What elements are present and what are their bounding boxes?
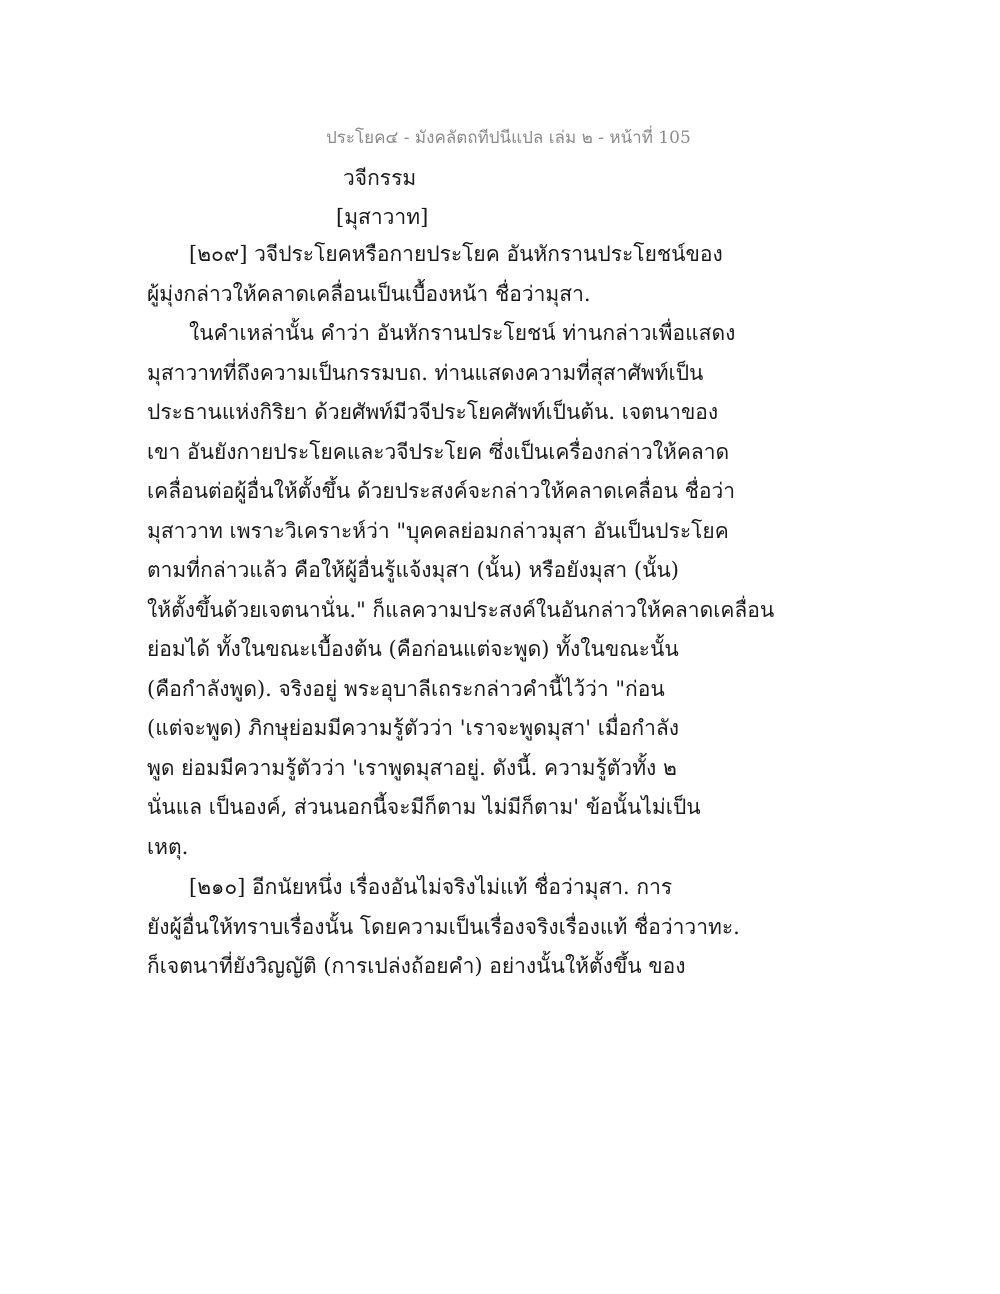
body-line: ก็เจตนาที่ยังวิญญัติ (การเปล่งถ้อยคำ) อย่างนั้นให้ตั้งขึ้น ของ <box>147 954 686 978</box>
section-heading: วจีกรรม <box>343 166 417 190</box>
body-line: [๒๐๙] วจีประโยคหรือกายประโยค อันหักรานประโยชน์ของ <box>189 242 723 266</box>
body-line: ตามที่กล่าวแล้ว คือให้ผู้อื่นรู้แจ้งมุสา (นั้น) หรือยังมุสา (นั้น) <box>147 558 679 582</box>
body-line: (แต่จะพูด) ภิกษุย่อมมีความรู้ตัวว่า 'เราจะพูดมุสา' เมื่อกำลัง <box>147 716 679 740</box>
body-line: มุสาวาทที่ถึงความเป็นกรรมบถ. ท่านแสดงความที่สุสาศัพท์เป็น <box>147 361 704 385</box>
body-line: ประธานแห่งกิริยา ด้วยศัพท์มีวจีประโยคศัพท์เป็นต้น. เจตนาของ <box>147 400 719 424</box>
body-line: ผู้มุ่งกล่าวให้คลาดเคลื่อนเป็นเบื้องหน้า ชื่อว่ามุสา. <box>147 282 591 306</box>
body-line: พูด ย่อมมีความรู้ตัวว่า 'เราพูดมุสาอยู่. ดังนี้. ความรู้ตัวทั้ง ๒ <box>147 756 677 780</box>
body-line: เคลื่อนต่อผู้อื่นให้ตั้งขึ้น ด้วยประสงค์จะกล่าวให้คลาดเคลื่อน ชื่อว่า <box>147 479 736 503</box>
body-line: ยังผู้อื่นให้ทราบเรื่องนั้น โดยความเป็นเรื่องจริงเรื่องแท้ ชื่อว่าวาทะ. <box>147 915 740 939</box>
body-line: ย่อมได้ ทั้งในขณะเบื้องต้น (คือก่อนแต่จะพูด) ทั้งในขณะนั้น <box>147 637 679 661</box>
body-line: นั่นแล เป็นองค์, ส่วนนอกนี้จะมีก็ตาม ไม่มีก็ตาม' ข้อนั้นไม่เป็น <box>147 795 701 819</box>
body-line: ให้ตั้งขึ้นด้วยเจตนานั่น." ก็แลความประสงค์ในอันกล่าวให้คลาดเคลื่อน <box>147 598 775 622</box>
body-line: เหตุ. <box>147 835 189 859</box>
body-line: (คือกำลังพูด). จริงอยู่ พระอุบาลีเถระกล่าวคำนี้ไว้ว่า "ก่อน <box>147 677 665 701</box>
body-line: เขา อันยังกายประโยคและวจีประโยค ซึ่งเป็นเครื่องกล่าวให้คลาด <box>147 440 730 464</box>
body-line: มุสาวาท เพราะวิเคราะห์ว่า "บุคคลย่อมกล่าวมุสา อันเป็นประโยค <box>147 519 729 543</box>
page-header: ประโยค๔ - มังคลัตถทีปนีแปล เล่ม ๒ - หน้าที่ 105 <box>326 128 691 148</box>
body-line: ในคำเหล่านั้น คำว่า อันหักรานประโยชน์ ท่านกล่าวเพื่อแสดง <box>189 321 736 345</box>
body-line: [๒๑๐] อีกนัยหนึ่ง เรื่องอันไม่จริงไม่แท้ ชื่อว่ามุสา. การ <box>189 875 673 899</box>
section-subheading: [มุสาวาท] <box>336 205 429 229</box>
